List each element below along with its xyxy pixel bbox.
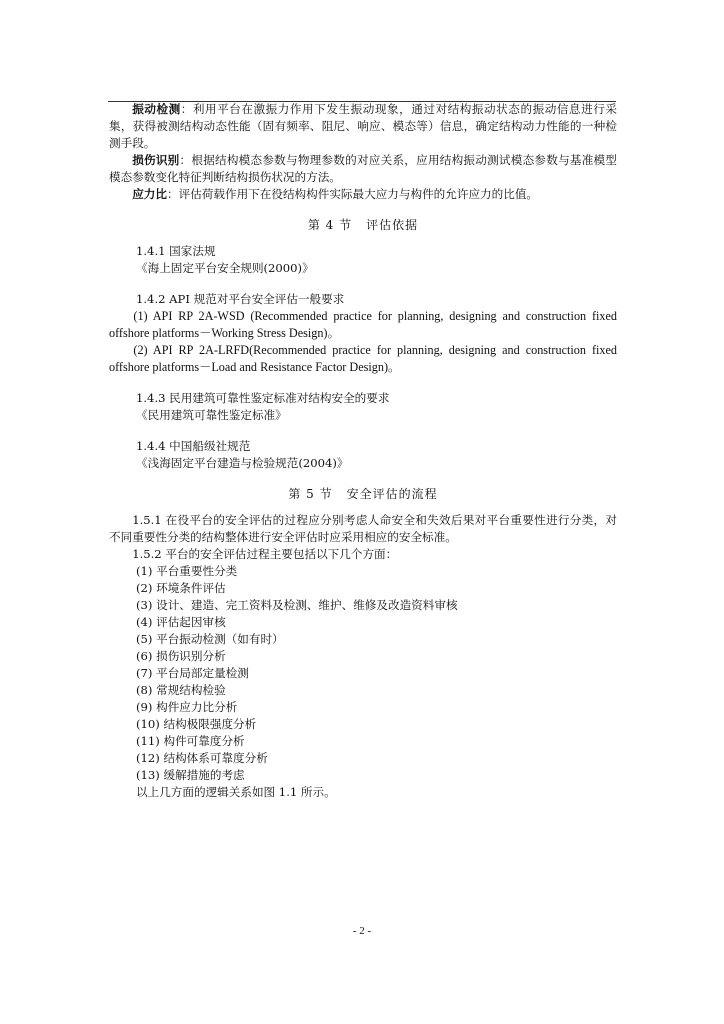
definition-sep: ：	[166, 187, 179, 201]
section-5-paragraph-2: 1.5.2 平台的安全评估过程主要包括以下几个方面：	[132, 547, 398, 561]
page-number: - 2 -	[352, 925, 372, 937]
section-title: 评估依据	[366, 218, 419, 232]
list-item: (6) 损伤识别分析	[136, 649, 226, 663]
page-body	[109, 101, 617, 801]
item-1-4-3-line: 《民用建筑可靠性鉴定标准》	[136, 408, 287, 422]
list-item: (2) 环境条件评估	[136, 581, 226, 595]
section-4-heading	[109, 217, 617, 234]
section-number: 第 4 节	[307, 218, 353, 232]
list-item: (5) 平台振动检测（如有时）	[136, 632, 284, 646]
definition-term: 应力比	[132, 187, 167, 201]
item-1-4-4-line: 《浅海固定平台建造与检验规范(2004)》	[136, 456, 349, 470]
item-1-4-2-heading: 1.4.2 API 规范对平台安全评估一般要求	[136, 292, 345, 306]
closing-sentence: 以上几方面的逻辑关系如图 1.1 所示。	[136, 785, 336, 799]
item-1-4-1-heading: 1.4.1 国家法规	[136, 244, 216, 258]
list-item: (12) 结构体系可靠度分析	[136, 751, 268, 765]
definition-damage	[109, 152, 617, 186]
section-5-heading	[109, 486, 617, 503]
definition-text: 评估荷载作用下在役结构构件实际最大应力与构件的允许应力的比值。	[178, 187, 539, 201]
list-item: (13) 缓解措施的考虑	[136, 768, 245, 782]
definition-stress-ratio	[109, 186, 617, 203]
list-item: (10) 结构极限强度分析	[136, 717, 257, 731]
definition-text: 根据结构模态参数与物理参数的对应关系，应用结构振动测试模态参数与基准模型模态参数变化特征判断结构损伤状况的方法。	[109, 153, 617, 184]
definition-sep: ：	[179, 153, 192, 167]
item-1-4-2-line-1: (1) API RP 2A-WSD (Recommended practice for planning, designing and construction fixed offshore platforms－Working Stress Design)。	[109, 309, 617, 340]
list-item: (9) 构件应力比分析	[136, 700, 238, 714]
section-title: 安全评估的流程	[346, 487, 438, 501]
item-1-4-1-line: 《海上固定平台安全规则(2000)》	[136, 261, 314, 275]
process-list	[109, 563, 617, 784]
section-number: 第 5 节	[288, 487, 333, 501]
definition-vibration	[109, 101, 617, 152]
section-5-paragraph-1: 1.5.1 在役平台的安全评估的过程应分别考虑人命安全和失效后果对平台重要性进行分类，对不同重要性分类的结构整体进行安全评估时应采用相应的安全标准。	[109, 513, 617, 544]
item-1-4-2-line-2: (2) API RP 2A-LRFD(Recommended practice for planning, designing and construction fixed offshore platforms－Load and Resistance Factor Design)。	[109, 343, 617, 374]
item-1-4-4-heading: 1.4.4 中国船级社规范	[136, 439, 251, 453]
list-item: (11) 构件可靠度分析	[136, 734, 245, 748]
list-item: (4) 评估起因审核	[136, 615, 226, 629]
list-item: (3) 设计、建造、完工资料及检测、维护、维修及改造资料审核	[136, 598, 458, 612]
list-item: (7) 平台局部定量检测	[136, 666, 249, 680]
definition-text: 利用平台在激振力作用下发生振动现象，通过对结构振动状态的振动信息进行采集，获得被测结构动态性能（固有频率、阻尼、响应、模态等）信息，确定结构动力性能的一种检测手段。	[109, 102, 617, 150]
definition-term: 损伤识别	[132, 153, 180, 167]
definition-term: 振动检测	[132, 102, 181, 116]
list-item: (1) 平台重要性分类	[136, 564, 238, 578]
item-1-4-3-heading: 1.4.3 民用建筑可靠性鉴定标准对结构安全的要求	[136, 391, 390, 405]
definition-sep: ：	[180, 102, 193, 116]
list-item: (8) 常规结构检验	[136, 683, 226, 697]
